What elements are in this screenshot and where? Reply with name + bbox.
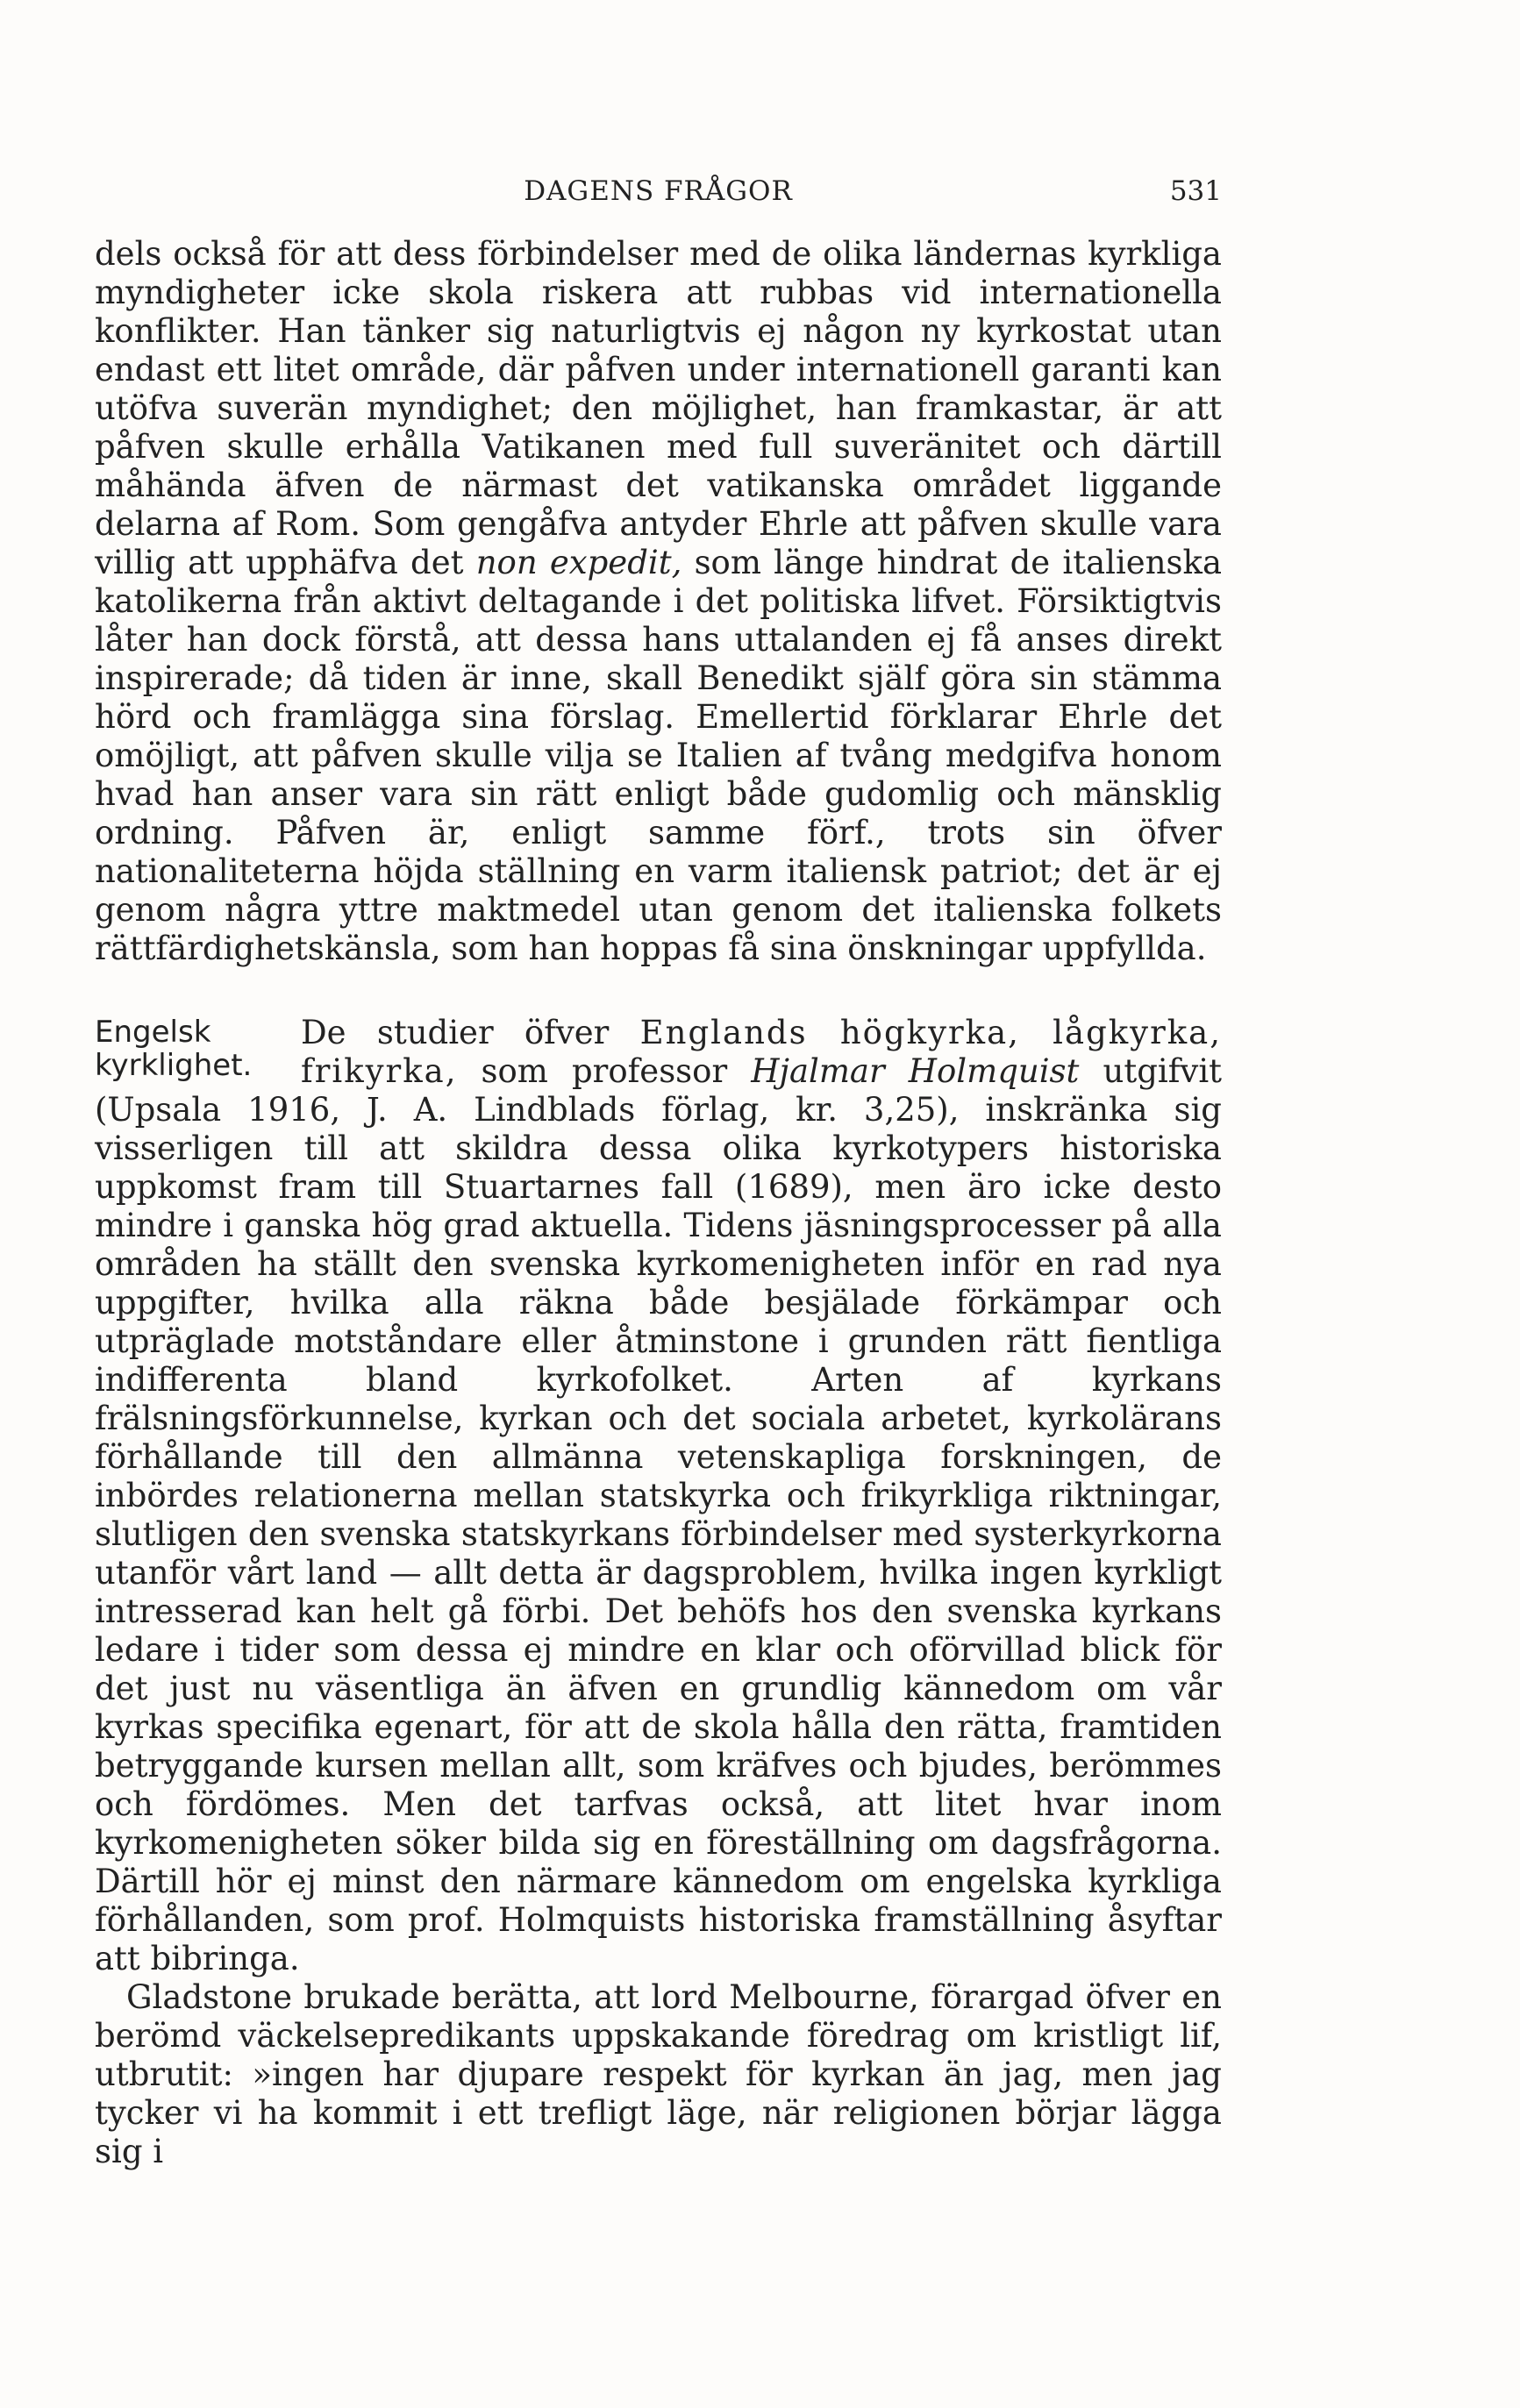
- paragraph-2-start: De studier öfver: [301, 1014, 610, 1051]
- paragraph-1-rest: som länge hindrat de italienska katolikerna från aktivt deltagande i det politiska lifvet. Försiktigtvis låter han dock förstå, att dessa hans uttalanden ej få anses direkt inspirerade; då tiden är inne, skall Benedikt själf göra sin stämma hörd och framlägga sina förslag. Emellertid förklarar Ehrle det omöjligt, att påfven skulle vilja se Italien af tvång medgifva honom hvad han anser vara sin rätt enligt både gudomlig och mänsklig ordning. Påfven är, enligt samme förf., trots sin öfver nationaliteterna höjda ställning en varm italiensk patriot; det är ej genom några yttre maktmedel utan genom det italienska folkets rättfärdighetskänsla, som han hoppas få sina önskningar uppfyllda.: [95, 544, 1222, 967]
- paragraph-2-rest: utgifvit (Upsala 1916, J. A. Lindblads förlag, kr. 3,25), inskränka sig visserligen till att skildra dessa olika kyrkotypers historiska uppkomst fram till Stuartarnes fall (1689), men äro icke desto mindre i ganska hög grad aktuella. Tidens jäsningsprocesser på alla områden ha ställt den svenska kyrkomenigheten inför en rad nya uppgifter, hvilka alla räkna både besjälade förkämpar och utpräglade motståndare eller åtminstone i grunden rätt fientliga indifferenta bland kyrkofolket. Arten af kyrkans frälsningsförkunnelse, kyrkan och det sociala arbetet, kyrkolärans förhållande till den allmänna vetenskapliga forskningen, de inbördes relationerna mellan statskyrka och frikyrkliga riktningar, slutligen den svenska statskyrkans förbindelser med systerkyrkorna utanför vårt land — allt detta är dagsproblem, hvilka ingen kyrkligt intresserad kan helt gå förbi. Det behöfs hos den svenska kyrkans ledare i tider som dessa ej mindre en klar och oförvillad blick för det just nu väsentliga än äfven en grundlig kännedom om vår kyrkas specifika egenart, för att de skola hålla den rätta, framtiden betryggande kursen mellan allt, som kräfves och bjudes, berömmes och fördömes. Men det tarfvas också, att litet hvar inom kyrkomenigheten söker bilda sig en föreställning om dagsfrågorna. Därtill hör ej minst den närmare kännedom om engelska kyrkliga förhållanden, som prof. Holmquists historiska framställning åsyftar att bibringa.: [95, 1052, 1223, 1977]
- author-name: Hjalmar Holmquist: [751, 1052, 1080, 1090]
- section-heading-line-2: kyrklighet.: [95, 1048, 253, 1083]
- body-text: [95, 235, 1222, 2171]
- section-heading: [95, 1015, 283, 1082]
- running-title: DAGENS FRÅGOR: [524, 175, 793, 207]
- paragraph-2-mid: som professor: [481, 1052, 728, 1090]
- section-heading-line-1: Engelsk: [95, 1015, 211, 1050]
- page-number: 531: [1169, 175, 1222, 207]
- page-header: [95, 175, 1222, 219]
- paragraph-2: [95, 1014, 1222, 1978]
- paragraph-2-spaced: Englands högkyrka, lågkyrka, frikyrka,: [301, 1014, 1222, 1090]
- paragraph-1-start: dels också för att dess förbindelser med de olika ländernas kyrkliga myndigheter icke skola riskera att rubbas vid internationella konflikter. Han tänker sig naturligtvis ej någon ny kyrkostat utan endast ett litet område, där påfven under internationell garanti kan utöfva suverän myndighet; den möjlighet, han framkastar, är att påfven skulle erhålla Vatikanen med full suveränitet och därtill måhända äfven de närmast det vatikanska området liggande delarna af Rom. Som gengåfva antyder Ehrle att påfven skulle vara villig att upphäfva det: [95, 235, 1222, 581]
- paragraph-1-italic: non expedit,: [475, 544, 682, 581]
- paragraph-3: Gladstone brukade berätta, att lord Melbourne, förargad öfver en berömd väckelsepredikants uppskakande föredrag om kristligt lif, utbrutit: »ingen har djupare respekt för kyrkan än jag, men jag tycker vi ha kommit i ett trefligt läge, när religionen börjar lägga sig i: [95, 1978, 1222, 2170]
- section-engelsk-kyrklighet: [95, 1014, 1222, 2171]
- paragraph-1: [95, 235, 1222, 968]
